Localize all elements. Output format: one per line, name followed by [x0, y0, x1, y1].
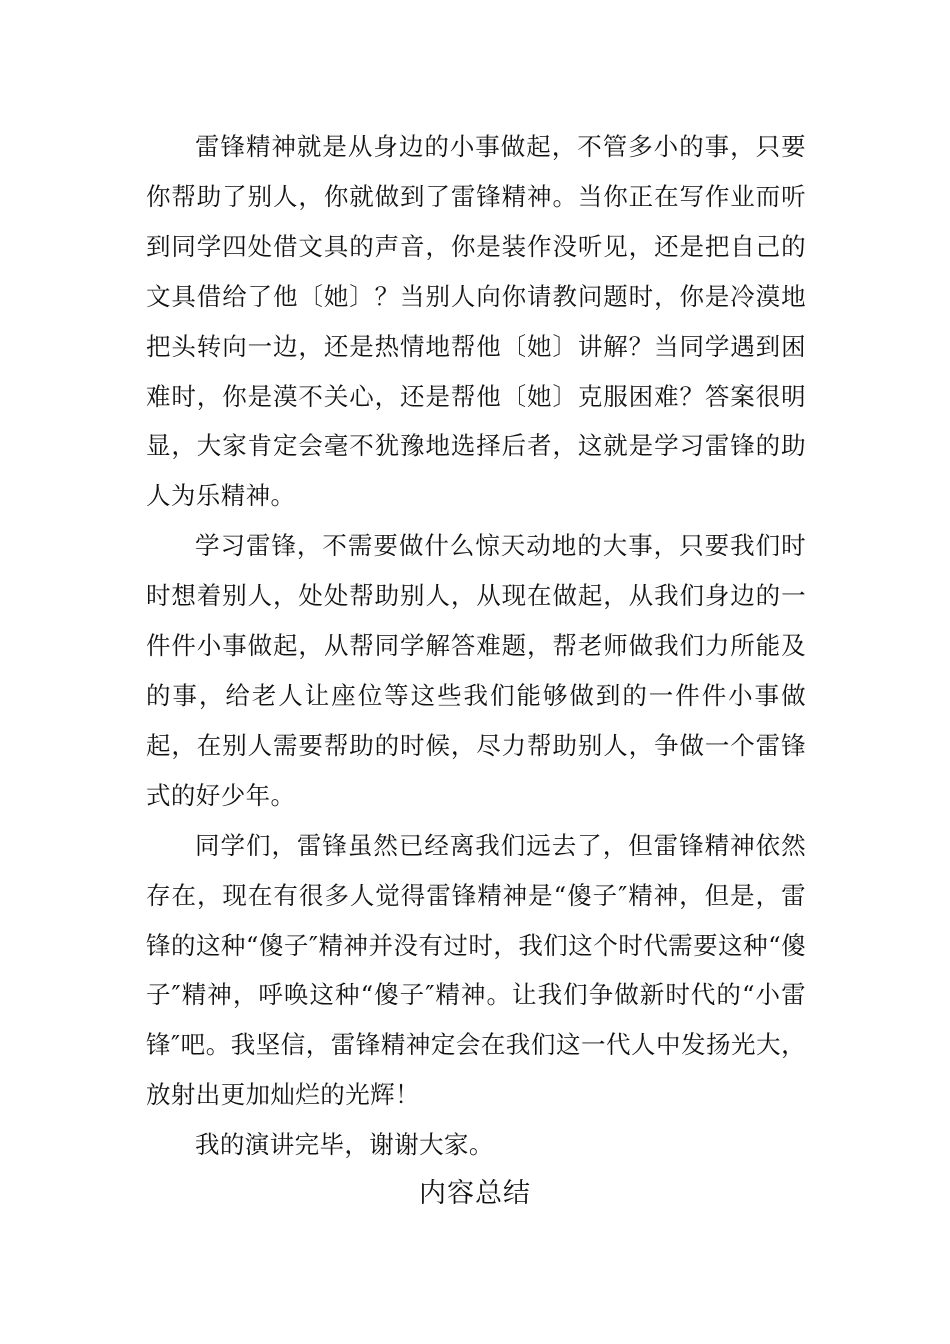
closing-remark: 我的演讲完毕，谢谢大家。: [195, 1130, 494, 1160]
paragraph-lei-feng-small-deeds: 雷锋精神就是从身边的小事做起，不管多小的事，只要你帮助了别人，你就做到了雷锋精神。当你正在写作业而听到同学四处借文具的声音，你是装作没听见，还是把自己的文具借给了他〔她〕？当别人向你请教问题时，你是冷漠地把头转向一边，还是热情地帮他〔她〕讲解？当同学遇到困难时，你是漠不关心，还是帮他〔她〕克服困难？答案很明显，大家肯定会毫不犹豫地选择后者，这就是学习雷锋的助人为乐精神。: [146, 132, 806, 511]
speech-body: [146, 122, 806, 1170]
section-title: 内容总结: [419, 1178, 531, 1209]
paragraph-learn-from-lei-feng: 学习雷锋，不需要做什么惊天动地的大事，只要我们时时想着别人，处处帮助别人，从现在做起，从我们身边的一件件小事做起，从帮同学解答难题，帮老师做我们力所能及的事，给老人让座位等这些我们能够做到的一件件小事做起，在别人需要帮助的时候，尽力帮助别人，争做一个雷锋式的好少年。: [146, 531, 806, 810]
paragraph-lei-feng-spirit-lives: 同学们，雷锋虽然已经离我们远去了，但雷锋精神依然存在，现在有很多人觉得雷锋精神是“傻子″精神，但是，雷锋的这种“傻子″精神并没有过时，我们这个时代需要这种“傻子″精神，呼唤这种“傻子″精神。让我们争做新时代的“小雷锋″吧。我坚信，雷锋精神定会在我们这一代人中发扬光大，放射出更加灿烂的光辉！: [146, 830, 806, 1110]
